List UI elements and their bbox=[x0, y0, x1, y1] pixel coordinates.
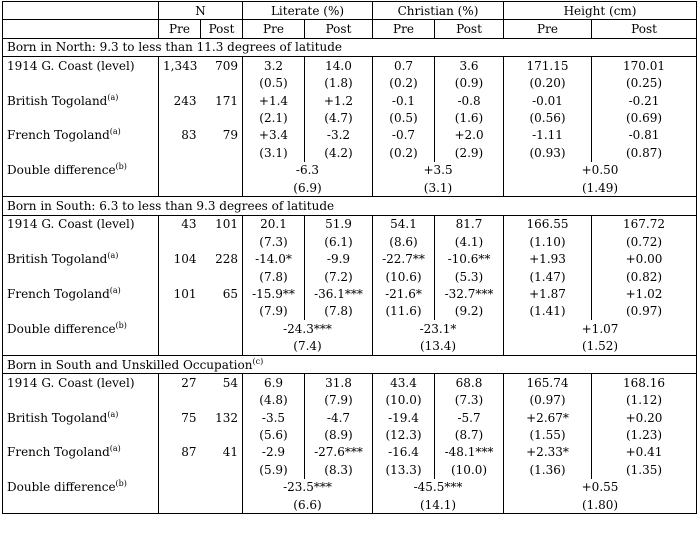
row-label-superscript: (b) bbox=[115, 162, 127, 172]
cell-chr-post: 81.7 bbox=[435, 215, 504, 233]
cell-n-pre: 83 bbox=[159, 127, 201, 144]
cell-blank bbox=[159, 320, 201, 337]
cell-blank bbox=[159, 109, 201, 126]
se-ht-post: (0.82) bbox=[592, 268, 697, 285]
cell-lit-post: -4.7 bbox=[305, 409, 373, 426]
row-label-text: British Togoland bbox=[7, 410, 108, 425]
row-label bbox=[3, 285, 159, 302]
cell-blank bbox=[201, 337, 243, 355]
cell-blank bbox=[159, 426, 201, 443]
dd-christian: -45.5*** bbox=[373, 479, 504, 496]
table-row bbox=[3, 250, 697, 267]
cell-lit-post: 31.8 bbox=[305, 374, 373, 392]
dd-se-christian: (3.1) bbox=[373, 179, 504, 197]
row-label-blank bbox=[3, 461, 159, 478]
cell-blank bbox=[201, 496, 243, 514]
table-row bbox=[3, 57, 697, 75]
cell-blank bbox=[201, 461, 243, 478]
table-row-se bbox=[3, 268, 697, 285]
se-chr-pre: (12.3) bbox=[373, 426, 435, 443]
dd-literate: -23.5*** bbox=[243, 479, 373, 496]
cell-chr-pre: -22.7** bbox=[373, 250, 435, 267]
cell-chr-pre: 0.7 bbox=[373, 57, 435, 75]
se-lit-pre: (7.8) bbox=[243, 268, 305, 285]
cell-n-pre: 27 bbox=[159, 374, 201, 392]
cell-blank bbox=[201, 392, 243, 409]
se-ht-post: (1.12) bbox=[592, 392, 697, 409]
header-blank-2 bbox=[3, 20, 159, 38]
cell-n-post: 171 bbox=[215, 93, 238, 108]
row-label-text: Double difference bbox=[7, 321, 116, 336]
row-label-text: Double difference bbox=[7, 163, 116, 178]
row-label bbox=[3, 374, 159, 392]
cell-blank bbox=[159, 392, 201, 409]
row-label-superscript: (a) bbox=[109, 127, 121, 137]
dd-se-christian: (14.1) bbox=[373, 496, 504, 514]
cell-n-pre: 243 bbox=[159, 92, 201, 109]
cell-blank bbox=[201, 320, 243, 337]
double-difference-se-row bbox=[3, 337, 697, 355]
section-title bbox=[3, 38, 697, 56]
row-label-blank bbox=[3, 337, 159, 355]
se-chr-pre: (0.2) bbox=[373, 75, 435, 92]
cell-lit-pre: +1.4 bbox=[243, 92, 305, 109]
row-label-text: 1914 G. Coast (level) bbox=[7, 217, 135, 232]
row-label bbox=[3, 215, 159, 233]
dd-height: +0.50 bbox=[504, 162, 697, 179]
row-label-superscript: (a) bbox=[109, 444, 121, 454]
row-label-text: Double difference bbox=[7, 480, 116, 495]
cell-ht-post: -0.21 bbox=[592, 92, 697, 109]
cell-lit-post: -3.2 bbox=[305, 127, 373, 144]
cell-lit-pre: -14.0* bbox=[243, 250, 305, 267]
cell-ht-pre: 171.15 bbox=[504, 57, 592, 75]
double-difference-se-row bbox=[3, 179, 697, 197]
se-ht-post: (1.23) bbox=[592, 426, 697, 443]
cell-chr-pre: -0.1 bbox=[373, 92, 435, 109]
se-ht-pre: (1.36) bbox=[504, 461, 592, 478]
se-lit-post: (8.3) bbox=[305, 461, 373, 478]
cell-ht-post: +0.20 bbox=[592, 409, 697, 426]
section-title-text: Born in North: 9.3 to less than 11.3 degrees of latitude bbox=[7, 40, 343, 55]
cell-chr-post: -32.7*** bbox=[435, 285, 504, 302]
section-title-text: Born in South: 6.3 to less than 9.3 degrees of latitude bbox=[7, 198, 335, 213]
dd-se-height: (1.49) bbox=[504, 179, 697, 197]
header-chr-post: Post bbox=[435, 20, 504, 38]
se-lit-pre: (2.1) bbox=[243, 109, 305, 126]
dd-christian: +3.5 bbox=[373, 162, 504, 179]
cell-ht-post: +1.02 bbox=[592, 285, 697, 302]
se-lit-post: (4.7) bbox=[305, 109, 373, 126]
cell-n-pre: 87 bbox=[159, 444, 201, 461]
row-label-superscript: (a) bbox=[107, 251, 119, 261]
se-lit-pre: (3.1) bbox=[243, 144, 305, 161]
cell-lit-pre: +3.4 bbox=[243, 127, 305, 144]
se-lit-post: (4.2) bbox=[305, 144, 373, 161]
se-lit-pre: (0.5) bbox=[243, 75, 305, 92]
cell-chr-post: +2.0 bbox=[435, 127, 504, 144]
dd-se-height: (1.80) bbox=[504, 496, 697, 514]
cell-ht-post: 168.16 bbox=[592, 374, 697, 392]
cell-lit-post: +1.2 bbox=[305, 92, 373, 109]
se-ht-post: (0.97) bbox=[592, 303, 697, 320]
row-label-text: British Togoland bbox=[7, 93, 108, 108]
table-row bbox=[3, 409, 697, 426]
se-chr-post: (7.3) bbox=[435, 392, 504, 409]
se-chr-pre: (0.5) bbox=[373, 109, 435, 126]
row-label-blank bbox=[3, 392, 159, 409]
cell-blank bbox=[201, 426, 243, 443]
table-row-se bbox=[3, 392, 697, 409]
header-blank bbox=[3, 2, 159, 20]
row-label-text: French Togoland bbox=[7, 445, 110, 460]
cell-blank bbox=[201, 179, 243, 197]
cell-ht-post: -0.81 bbox=[592, 127, 697, 144]
se-chr-pre: (10.6) bbox=[373, 268, 435, 285]
cell-lit-pre: 20.1 bbox=[243, 215, 305, 233]
cell-blank bbox=[159, 144, 201, 161]
cell-ht-pre: -0.01 bbox=[504, 92, 592, 109]
header-row-1 bbox=[3, 2, 697, 20]
cell-blank bbox=[201, 162, 243, 179]
se-ht-pre: (1.47) bbox=[504, 268, 592, 285]
row-label-blank bbox=[3, 75, 159, 92]
dd-literate: -24.3*** bbox=[243, 320, 373, 337]
cell-n-pre: 43 bbox=[159, 215, 201, 233]
cell-blank bbox=[159, 337, 201, 355]
table-row-se bbox=[3, 461, 697, 478]
se-chr-post: (10.0) bbox=[435, 461, 504, 478]
se-ht-post: (0.72) bbox=[592, 233, 697, 250]
dd-height: +1.07 bbox=[504, 320, 697, 337]
cell-chr-pre: 43.4 bbox=[373, 374, 435, 392]
cell-ht-post: 170.01 bbox=[592, 57, 697, 75]
se-chr-pre: (8.6) bbox=[373, 233, 435, 250]
row-label bbox=[3, 320, 159, 337]
table-row-se bbox=[3, 303, 697, 320]
section-title bbox=[3, 197, 697, 215]
dd-se-literate: (7.4) bbox=[243, 337, 373, 355]
header-literate: Literate (%) bbox=[243, 2, 373, 20]
results-table-container bbox=[2, 1, 697, 514]
table-row bbox=[3, 215, 697, 233]
dd-height: +0.55 bbox=[504, 479, 697, 496]
se-ht-pre: (0.20) bbox=[504, 75, 592, 92]
cell-blank bbox=[201, 144, 243, 161]
cell-blank bbox=[159, 303, 201, 320]
cell-chr-pre: -21.6* bbox=[373, 285, 435, 302]
se-lit-pre: (5.9) bbox=[243, 461, 305, 478]
header-chr-pre: Pre bbox=[373, 20, 435, 38]
row-label-blank bbox=[3, 496, 159, 514]
dd-literate: -6.3 bbox=[243, 162, 373, 179]
row-label bbox=[3, 127, 159, 144]
row-label-superscript: (a) bbox=[107, 409, 119, 419]
table-row-se bbox=[3, 109, 697, 126]
cell-lit-pre: -2.9 bbox=[243, 444, 305, 461]
header-lit-pre: Pre bbox=[243, 20, 305, 38]
row-label-blank bbox=[3, 426, 159, 443]
cell-lit-pre: -15.9** bbox=[243, 285, 305, 302]
dd-se-christian: (13.4) bbox=[373, 337, 504, 355]
double-difference-row bbox=[3, 320, 697, 337]
header-n: N bbox=[159, 2, 243, 20]
cell-blank bbox=[201, 479, 243, 496]
cell-n-pre: 75 bbox=[159, 409, 201, 426]
cell-ht-pre: +2.33* bbox=[504, 444, 592, 461]
table-row bbox=[3, 444, 697, 461]
dd-se-literate: (6.9) bbox=[243, 179, 373, 197]
se-ht-pre: (0.56) bbox=[504, 109, 592, 126]
cell-n-post: 54 bbox=[222, 375, 238, 390]
cell-n-post: 228 bbox=[215, 252, 238, 267]
dd-se-height: (1.52) bbox=[504, 337, 697, 355]
se-lit-post: (8.9) bbox=[305, 426, 373, 443]
header-ht-pre: Pre bbox=[504, 20, 592, 38]
table-body bbox=[3, 38, 697, 514]
se-chr-post: (1.6) bbox=[435, 109, 504, 126]
row-label bbox=[3, 409, 159, 426]
row-label bbox=[3, 57, 159, 75]
cell-lit-post: -36.1*** bbox=[305, 285, 373, 302]
cell-lit-post: 51.9 bbox=[305, 215, 373, 233]
header-n-pre: Pre bbox=[159, 20, 201, 38]
section-title-row bbox=[3, 355, 697, 373]
se-lit-post: (7.2) bbox=[305, 268, 373, 285]
cell-chr-post: 3.6 bbox=[435, 57, 504, 75]
se-chr-pre: (11.6) bbox=[373, 303, 435, 320]
cell-lit-pre: 3.2 bbox=[243, 57, 305, 75]
se-chr-pre: (13.3) bbox=[373, 461, 435, 478]
section-title bbox=[3, 355, 697, 373]
row-label bbox=[3, 92, 159, 109]
double-difference-row bbox=[3, 162, 697, 179]
cell-n-post: 101 bbox=[215, 217, 238, 232]
cell-lit-post: -9.9 bbox=[305, 250, 373, 267]
cell-chr-post: -10.6** bbox=[435, 250, 504, 267]
cell-blank bbox=[201, 109, 243, 126]
double-difference-se-row bbox=[3, 496, 697, 514]
section-title-text: Born in South and Unskilled Occupation bbox=[7, 357, 253, 372]
se-lit-pre: (7.9) bbox=[243, 303, 305, 320]
row-label-text: French Togoland bbox=[7, 128, 110, 143]
dd-christian: -23.1* bbox=[373, 320, 504, 337]
section-title-row bbox=[3, 38, 697, 56]
cell-chr-post: -48.1*** bbox=[435, 444, 504, 461]
row-label-superscript: (a) bbox=[109, 285, 121, 295]
se-chr-post: (0.9) bbox=[435, 75, 504, 92]
cell-chr-pre: 54.1 bbox=[373, 215, 435, 233]
row-label-blank bbox=[3, 109, 159, 126]
section-title-superscript: (c) bbox=[252, 356, 264, 366]
cell-blank bbox=[159, 179, 201, 197]
cell-ht-pre: 165.74 bbox=[504, 374, 592, 392]
row-label-text: British Togoland bbox=[7, 252, 108, 267]
cell-blank bbox=[159, 479, 201, 496]
header-ht-post: Post bbox=[592, 20, 697, 38]
row-label-blank bbox=[3, 233, 159, 250]
header-height: Height (cm) bbox=[504, 2, 697, 20]
cell-lit-pre: 6.9 bbox=[243, 374, 305, 392]
table-row bbox=[3, 374, 697, 392]
row-label bbox=[3, 479, 159, 496]
se-lit-pre: (4.8) bbox=[243, 392, 305, 409]
table-row-se bbox=[3, 75, 697, 92]
cell-chr-pre: -16.4 bbox=[373, 444, 435, 461]
se-chr-pre: (0.2) bbox=[373, 144, 435, 161]
cell-blank bbox=[159, 268, 201, 285]
se-ht-post: (0.69) bbox=[592, 109, 697, 126]
se-ht-pre: (1.10) bbox=[504, 233, 592, 250]
se-chr-pre: (10.0) bbox=[373, 392, 435, 409]
se-lit-post: (7.8) bbox=[305, 303, 373, 320]
cell-ht-pre: +1.93 bbox=[504, 250, 592, 267]
row-label-blank bbox=[3, 179, 159, 197]
cell-ht-post: 167.72 bbox=[592, 215, 697, 233]
cell-lit-post: -27.6*** bbox=[305, 444, 373, 461]
se-chr-post: (2.9) bbox=[435, 144, 504, 161]
se-lit-pre: (5.6) bbox=[243, 426, 305, 443]
se-ht-pre: (1.55) bbox=[504, 426, 592, 443]
results-table bbox=[2, 1, 697, 514]
cell-ht-post: +0.41 bbox=[592, 444, 697, 461]
cell-blank bbox=[201, 233, 243, 250]
row-label-text: French Togoland bbox=[7, 286, 110, 301]
cell-n-pre: 104 bbox=[159, 250, 201, 267]
row-label-blank bbox=[3, 144, 159, 161]
cell-blank bbox=[201, 268, 243, 285]
cell-blank bbox=[159, 461, 201, 478]
cell-ht-pre: 166.55 bbox=[504, 215, 592, 233]
table-row-se bbox=[3, 426, 697, 443]
se-lit-post: (7.9) bbox=[305, 392, 373, 409]
cell-n-post: 709 bbox=[215, 58, 238, 73]
section-title-row bbox=[3, 197, 697, 215]
se-ht-pre: (1.41) bbox=[504, 303, 592, 320]
cell-blank bbox=[159, 496, 201, 514]
row-label bbox=[3, 162, 159, 179]
se-chr-post: (5.3) bbox=[435, 268, 504, 285]
cell-ht-pre: -1.11 bbox=[504, 127, 592, 144]
row-label bbox=[3, 250, 159, 267]
cell-ht-post: +0.00 bbox=[592, 250, 697, 267]
row-label-blank bbox=[3, 303, 159, 320]
cell-n-pre: 101 bbox=[159, 285, 201, 302]
row-label bbox=[3, 444, 159, 461]
se-chr-post: (4.1) bbox=[435, 233, 504, 250]
se-ht-post: (0.25) bbox=[592, 75, 697, 92]
header-lit-post: Post bbox=[305, 20, 373, 38]
cell-n-post: 65 bbox=[222, 286, 238, 301]
table-row bbox=[3, 92, 697, 109]
row-label-text: 1914 G. Coast (level) bbox=[7, 375, 135, 390]
cell-blank bbox=[159, 162, 201, 179]
cell-n-post: 79 bbox=[222, 128, 238, 143]
se-chr-post: (8.7) bbox=[435, 426, 504, 443]
cell-ht-pre: +1.87 bbox=[504, 285, 592, 302]
header-row-2 bbox=[3, 20, 697, 38]
se-lit-pre: (7.3) bbox=[243, 233, 305, 250]
header-christian: Christian (%) bbox=[373, 2, 504, 20]
cell-lit-post: 14.0 bbox=[305, 57, 373, 75]
double-difference-row bbox=[3, 479, 697, 496]
table-row-se bbox=[3, 233, 697, 250]
row-label-superscript: (a) bbox=[107, 92, 119, 102]
se-ht-post: (1.35) bbox=[592, 461, 697, 478]
se-lit-post: (1.8) bbox=[305, 75, 373, 92]
se-chr-post: (9.2) bbox=[435, 303, 504, 320]
cell-blank bbox=[159, 233, 201, 250]
cell-lit-pre: -3.5 bbox=[243, 409, 305, 426]
header-n-post: Post bbox=[201, 20, 243, 38]
cell-chr-post: -5.7 bbox=[435, 409, 504, 426]
dd-se-literate: (6.6) bbox=[243, 496, 373, 514]
row-label-blank bbox=[3, 268, 159, 285]
cell-blank bbox=[159, 75, 201, 92]
table-row bbox=[3, 285, 697, 302]
se-ht-post: (0.87) bbox=[592, 144, 697, 161]
table-row-se bbox=[3, 144, 697, 161]
se-ht-pre: (0.97) bbox=[504, 392, 592, 409]
cell-n-post: 132 bbox=[215, 410, 238, 425]
cell-n-pre: 1,343 bbox=[159, 57, 201, 75]
cell-blank bbox=[201, 75, 243, 92]
row-label-superscript: (b) bbox=[115, 320, 127, 330]
row-label-superscript: (b) bbox=[115, 479, 127, 489]
cell-blank bbox=[201, 303, 243, 320]
row-label-text: 1914 G. Coast (level) bbox=[7, 58, 135, 73]
cell-chr-post: 68.8 bbox=[435, 374, 504, 392]
table-row bbox=[3, 127, 697, 144]
cell-chr-pre: -19.4 bbox=[373, 409, 435, 426]
se-lit-post: (6.1) bbox=[305, 233, 373, 250]
cell-chr-pre: -0.7 bbox=[373, 127, 435, 144]
cell-n-post: 41 bbox=[222, 445, 238, 460]
cell-chr-post: -0.8 bbox=[435, 92, 504, 109]
se-ht-pre: (0.93) bbox=[504, 144, 592, 161]
cell-ht-pre: +2.67* bbox=[504, 409, 592, 426]
